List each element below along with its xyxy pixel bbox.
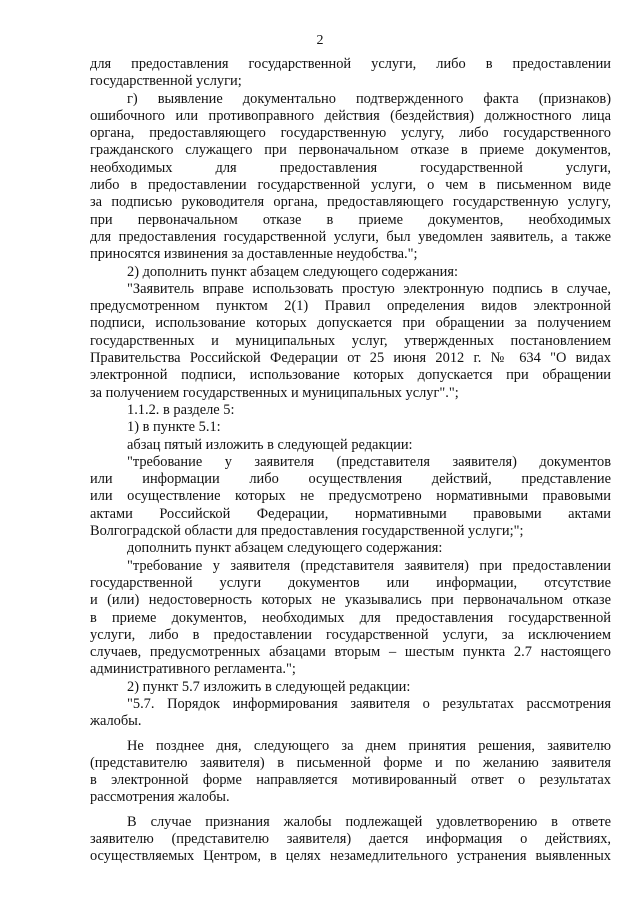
text-line: необходимых для предоставления государственной услуги, — [90, 159, 611, 176]
text-line: административного регламента."; — [90, 661, 296, 678]
text-line: за подписью руководителя органа, предоставляющего государственную услугу, — [90, 194, 611, 211]
text-line: или осуществление которых не предусмотрено нормативными правовыми — [90, 488, 611, 505]
text-line: электронной подписи, использование которых допускается при обращении — [90, 367, 611, 384]
text-line: ошибочного или противоправного действия (бездействия) должностного лица — [90, 107, 611, 124]
text-line: В случае признания жалобы подлежащей удовлетворению в ответе — [127, 813, 611, 830]
text-line: рассмотрения жалобы. — [90, 789, 230, 806]
text-line: Волгоградской области для предоставления государственной услуги;"; — [90, 523, 524, 540]
text-line: 2) пункт 5.7 изложить в следующей редакции: — [127, 678, 411, 695]
text-line: случаев, предусмотренных абзацами вторым – шестым пункта 2.7 настоящего — [90, 644, 611, 661]
text-line: услуги, либо в предоставлении государственной услуги, за исключением — [90, 626, 611, 643]
text-line: "требование у заявителя (представителя заявителя) при предоставлении — [127, 557, 611, 574]
text-line: органа, предоставляющего государственную услугу, либо государственного — [90, 125, 611, 142]
page-number: 2 — [316, 33, 324, 48]
text-line: в электронной форме направляется мотивированный ответ о результатах — [90, 772, 611, 789]
text-line: (представителю заявителя) в письменной форме и по желанию заявителя — [90, 754, 611, 771]
text-line: либо в предоставлении государственной услуги, о чем в письменном виде — [90, 177, 611, 194]
text-line: при первоначальном отказе в приеме документов, необходимых — [90, 211, 611, 228]
text-line: актами Российской Федерации, нормативными правовыми актами — [90, 505, 611, 522]
text-line: гражданского служащего при первоначальном отказе в приеме документов, — [90, 142, 611, 159]
document-body — [90, 56, 611, 866]
text-line: Правительства Российской Федерации от 25 июня 2012 г. № 634 "О видах — [90, 350, 611, 367]
text-line: "5.7. Порядок информирования заявителя о результатах рассмотрения — [127, 695, 611, 712]
text-line: г) выявление документально подтвержденного факта (признаков) — [127, 90, 611, 107]
text-line: заявителю (представителю заявителя) дается информация о действиях, — [90, 831, 611, 848]
text-line: государственной услуги; — [90, 73, 242, 90]
text-line: подписи, использование которых допускается при обращении за получением — [90, 315, 611, 332]
text-line: для предоставления государственной услуги, либо в предоставлении — [90, 56, 611, 72]
text-line: "требование у заявителя (представителя заявителя) документов — [127, 453, 611, 470]
text-line: Не позднее дня, следующего за днем принятия решения, заявителю — [127, 737, 611, 754]
text-line: жалобы. — [90, 713, 142, 730]
text-line: 1) в пункте 5.1: — [127, 419, 221, 436]
text-line: и (или) недостоверность которых не указывались при первоначальном отказе — [90, 592, 611, 609]
text-line: 2) дополнить пункт абзацем следующего содержания: — [127, 263, 458, 280]
text-line: государственных и муниципальных услуг, утвержденных постановлением — [90, 332, 611, 349]
text-line: или информации либо осуществления действий, представление — [90, 471, 611, 488]
text-line: приносятся извинения за доставленные неудобства."; — [90, 246, 418, 263]
text-line: за получением государственных и муниципальных услуг"."; — [90, 384, 459, 401]
text-line: государственной услуги документов или информации, отсутствие — [90, 574, 611, 591]
text-line: для предоставления государственной услуги, был уведомлен заявитель, а также — [90, 228, 611, 245]
text-line: предусмотренном пунктом 2(1) Правил определения видов электронной — [90, 298, 611, 315]
text-line: 1.1.2. в разделе 5: — [127, 401, 235, 418]
text-line: дополнить пункт абзацем следующего содержания: — [127, 540, 443, 557]
text-line: "Заявитель вправе использовать простую электронную подпись в случае, — [127, 280, 611, 297]
text-line: абзац пятый изложить в следующей редакции: — [127, 436, 413, 453]
text-line: в приеме документов, необходимых для предоставления государственной — [90, 609, 611, 626]
text-line: осуществляемых Центром, в целях незамедлительного устранения выявленных — [90, 848, 611, 865]
